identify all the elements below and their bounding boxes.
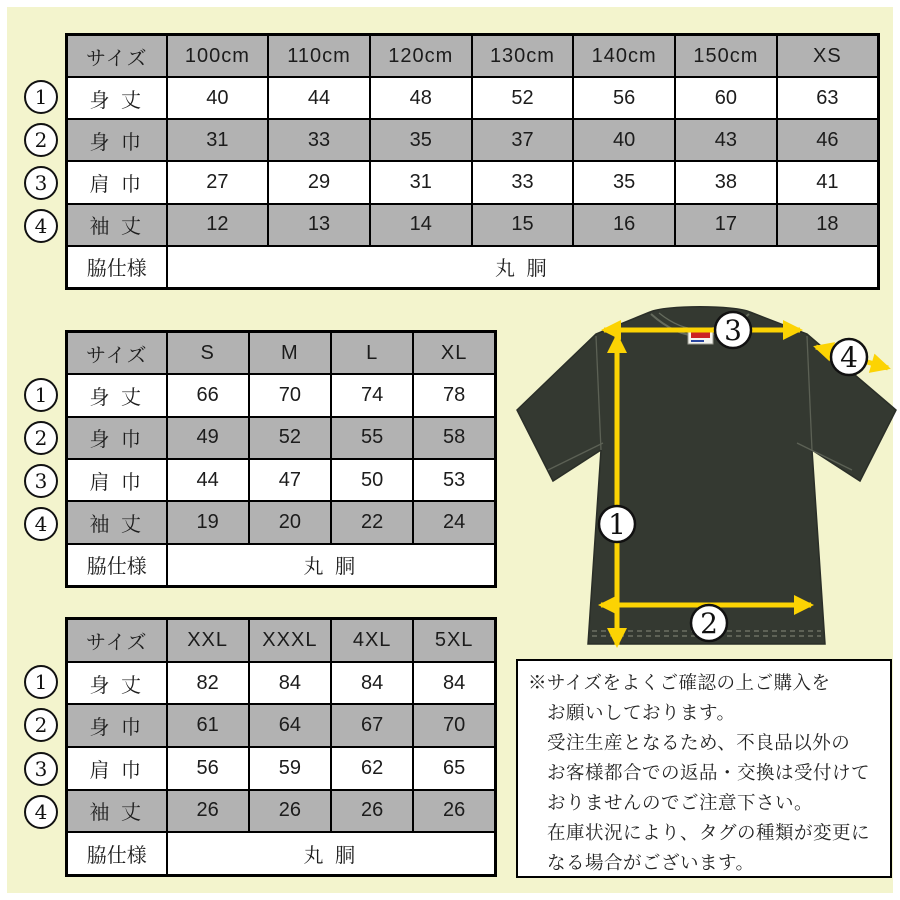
marker-3: 3 (724, 314, 742, 347)
size-value: 44 (268, 77, 370, 119)
size-table-xxl5xl-wrap (24, 617, 497, 877)
footer-value: 丸 胴 (167, 544, 496, 587)
size-value: 67 (331, 704, 413, 747)
size-value: 49 (167, 417, 249, 459)
measurement-row (67, 417, 496, 459)
size-column-header: 140cm (573, 35, 675, 78)
size-value: 33 (268, 119, 370, 161)
size-value: 78 (413, 374, 495, 416)
notice-line: ※サイズをよくご確認の上ご購入を (528, 672, 831, 693)
size-value: 27 (167, 161, 269, 203)
row-label: 身 巾 (67, 119, 167, 161)
size-value: 56 (573, 77, 675, 119)
size-value: 40 (573, 119, 675, 161)
size-value: 44 (167, 459, 249, 501)
size-value: 70 (249, 374, 331, 416)
size-value: 41 (777, 161, 879, 203)
size-value: 63 (777, 77, 879, 119)
measurement-row (67, 77, 879, 119)
measurement-row (67, 501, 496, 543)
size-table-sxl-wrap (24, 330, 497, 588)
size-header-label: サイズ (67, 35, 167, 78)
row-label: 身 丈 (67, 77, 167, 119)
size-value: 29 (268, 161, 370, 203)
row-marker-circle: 3 (24, 464, 58, 498)
footer-label: 脇仕様 (67, 544, 167, 587)
row-marker-circle: 1 (24, 665, 58, 699)
row-marker-circle: 3 (24, 752, 58, 786)
size-value: 15 (472, 204, 574, 246)
row-label: 袖 丈 (67, 790, 167, 833)
size-value: 82 (167, 662, 249, 705)
size-column-header: XS (777, 35, 879, 78)
footer-value: 丸 胴 (167, 832, 496, 875)
notice-line: なる場合がございます。 (547, 852, 755, 873)
notice-line: 在庫状況により、タグの種類が変更に (547, 822, 871, 843)
size-value: 12 (167, 204, 269, 246)
size-value: 84 (331, 662, 413, 705)
footer-label: 脇仕様 (67, 832, 167, 875)
notice-line: おりませんのでご注意下さい。 (547, 792, 814, 813)
size-column-header: XXXL (249, 619, 331, 662)
row-label: 肩 巾 (67, 747, 167, 790)
size-value: 22 (331, 501, 413, 543)
size-value: 84 (249, 662, 331, 705)
side-spec-row (67, 832, 496, 875)
size-value: 58 (413, 417, 495, 459)
row-label: 袖 丈 (67, 204, 167, 246)
measurement-row (67, 204, 879, 246)
measurement-row (67, 790, 496, 833)
marker-1: 1 (608, 508, 626, 541)
size-value: 38 (675, 161, 777, 203)
tshirt-measurement-diagram (500, 300, 900, 658)
size-value: 18 (777, 204, 879, 246)
size-column-header: 5XL (413, 619, 495, 662)
size-column-header: S (167, 332, 249, 375)
size-value: 26 (413, 790, 495, 833)
size-value: 26 (249, 790, 331, 833)
size-column-header: 120cm (370, 35, 472, 78)
size-column-header: 100cm (167, 35, 269, 78)
size-value: 24 (413, 501, 495, 543)
size-value: 31 (370, 161, 472, 203)
size-table-s-to-xl (65, 330, 497, 588)
size-value: 48 (370, 77, 472, 119)
notice-line: お願いしております。 (547, 702, 736, 723)
row-marker-circle: 1 (24, 80, 58, 114)
row-label: 肩 巾 (67, 459, 167, 501)
size-value: 64 (249, 704, 331, 747)
row-label: 身 巾 (67, 704, 167, 747)
size-value: 61 (167, 704, 249, 747)
size-column-header: M (249, 332, 331, 375)
size-value: 62 (331, 747, 413, 790)
measurement-row (67, 662, 496, 705)
size-value: 55 (331, 417, 413, 459)
measurement-row (67, 119, 879, 161)
size-value: 14 (370, 204, 472, 246)
size-value: 20 (249, 501, 331, 543)
size-value: 56 (167, 747, 249, 790)
measurement-row (67, 459, 496, 501)
size-value: 37 (472, 119, 574, 161)
size-value: 66 (167, 374, 249, 416)
marker-4: 4 (840, 341, 858, 374)
footer-label: 脇仕様 (67, 246, 167, 289)
size-column-header: XXL (167, 619, 249, 662)
row-label: 袖 丈 (67, 501, 167, 543)
notice-line: お客様都合での返品・交換は受付けて (547, 762, 871, 783)
row-marker-circle: 4 (24, 507, 58, 541)
size-value: 84 (413, 662, 495, 705)
size-header-label: サイズ (67, 332, 167, 375)
row-marker-circle: 1 (24, 378, 58, 412)
size-column-header: L (331, 332, 413, 375)
size-value: 35 (573, 161, 675, 203)
notice-line: 受注生産となるため、不良品以外の (547, 732, 851, 753)
size-value: 16 (573, 204, 675, 246)
measurement-row (67, 374, 496, 416)
size-value: 19 (167, 501, 249, 543)
size-value: 13 (268, 204, 370, 246)
row-marker-circle: 2 (24, 708, 58, 742)
size-table-kids-to-xs (65, 33, 880, 290)
measurement-row (67, 747, 496, 790)
size-column-header: 4XL (331, 619, 413, 662)
size-value: 65 (413, 747, 495, 790)
size-value: 52 (472, 77, 574, 119)
row-label: 身 巾 (67, 417, 167, 459)
size-value: 70 (413, 704, 495, 747)
size-value: 52 (249, 417, 331, 459)
row-label: 身 丈 (67, 374, 167, 416)
row-marker-circle: 2 (24, 421, 58, 455)
size-column-header: XL (413, 332, 495, 375)
size-table-kids-wrap (24, 33, 880, 290)
size-value: 40 (167, 77, 269, 119)
row-marker-circle: 4 (24, 209, 58, 243)
size-table-xxl-to-5xl (65, 617, 497, 877)
measurement-row (67, 704, 496, 747)
size-value: 47 (249, 459, 331, 501)
row-marker-circle: 4 (24, 795, 58, 829)
size-value: 26 (331, 790, 413, 833)
row-label: 身 丈 (67, 662, 167, 705)
size-value: 53 (413, 459, 495, 501)
size-value: 17 (675, 204, 777, 246)
footer-value: 丸 胴 (167, 246, 879, 289)
size-column-header: 130cm (472, 35, 574, 78)
size-column-header: 110cm (268, 35, 370, 78)
size-value: 31 (167, 119, 269, 161)
size-header-label: サイズ (67, 619, 167, 662)
size-column-header: 150cm (675, 35, 777, 78)
marker-2: 2 (700, 607, 718, 640)
size-value: 50 (331, 459, 413, 501)
size-value: 46 (777, 119, 879, 161)
size-value: 43 (675, 119, 777, 161)
purchase-notice-box (516, 659, 892, 878)
size-value: 35 (370, 119, 472, 161)
size-value: 33 (472, 161, 574, 203)
side-spec-row (67, 246, 879, 289)
size-value: 59 (249, 747, 331, 790)
row-marker-circle: 3 (24, 166, 58, 200)
size-value: 60 (675, 77, 777, 119)
size-value: 74 (331, 374, 413, 416)
row-marker-circle: 2 (24, 123, 58, 157)
side-spec-row (67, 544, 496, 587)
size-value: 26 (167, 790, 249, 833)
measurement-row (67, 161, 879, 203)
row-label: 肩 巾 (67, 161, 167, 203)
